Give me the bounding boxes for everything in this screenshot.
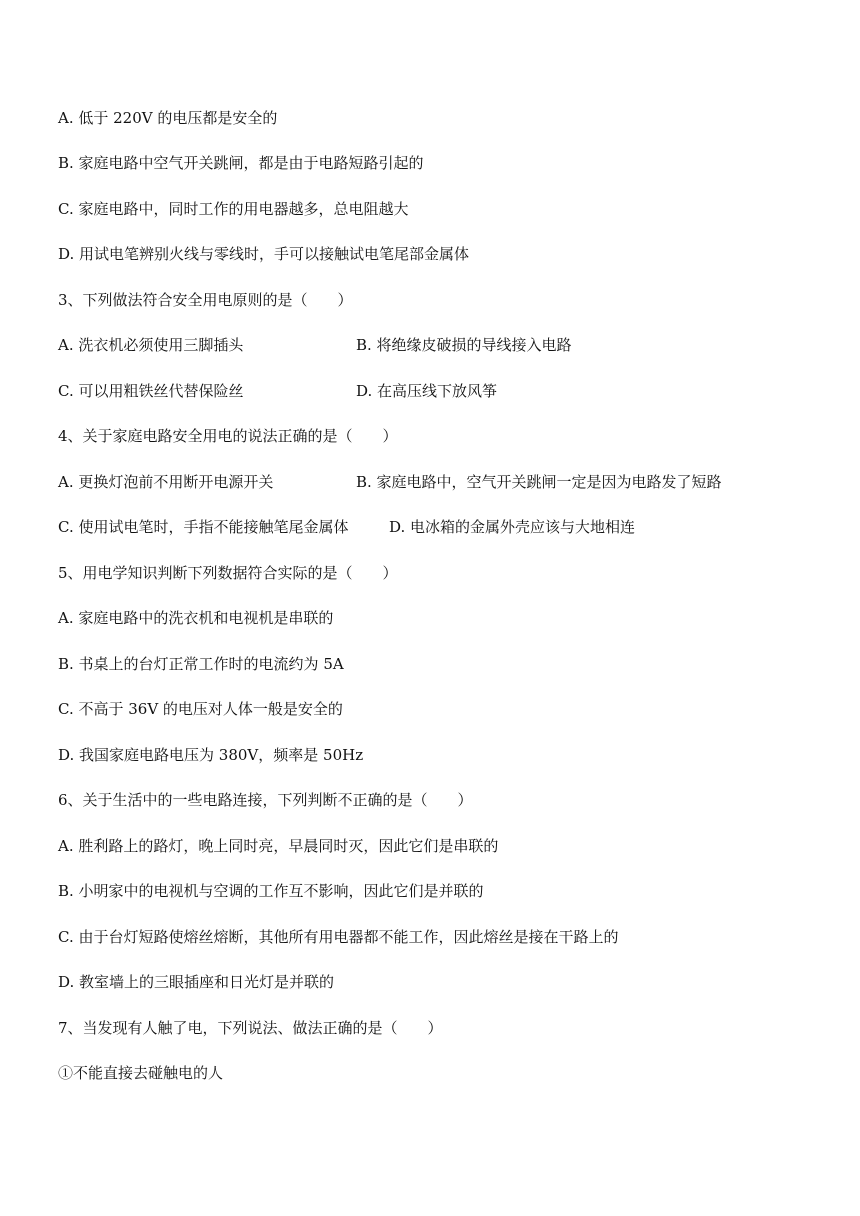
q6-option-a: A. 胜利路上的路灯，晚上同时亮，早晨同时灭，因此它们是串联的: [58, 837, 499, 855]
option-c-prev: C. 家庭电路中，同时工作的用电器越多，总电阻越大: [58, 200, 409, 218]
q3-option-a: A. 洗衣机必须使用三脚插头: [58, 336, 244, 354]
q5-option-d: D. 我国家庭电路电压为 380V，频率是 50Hz: [58, 746, 364, 764]
q5-option-c: C. 不高于 36V 的电压对人体一般是安全的: [58, 700, 343, 718]
question-3: 3、下列做法符合安全用电原则的是（ ）: [58, 291, 353, 309]
q6-option-c: C. 由于台灯短路使熔丝熔断，其他所有用电器都不能工作，因此熔丝是接在干路上的: [58, 928, 619, 946]
q5-option-b: B. 书桌上的台灯正常工作时的电流约为 5A: [58, 655, 344, 673]
q3-option-c: C. 可以用粗铁丝代替保险丝: [58, 382, 244, 400]
q4-option-c: C. 使用试电笔时，手指不能接触笔尾金属体: [58, 518, 349, 536]
option-d-prev: D. 用试电笔辨别火线与零线时，手可以接触试电笔尾部金属体: [58, 245, 470, 263]
q5-option-a: A. 家庭电路中的洗衣机和电视机是串联的: [58, 609, 334, 627]
question-6: 6、关于生活中的一些电路连接，下列判断不正确的是（ ）: [58, 791, 473, 809]
q3-option-b: B. 将绝缘皮破损的导线接入电路: [356, 336, 572, 354]
q4-option-a: A. 更换灯泡前不用断开电源开关: [58, 473, 274, 491]
q6-option-b: B. 小明家中的电视机与空调的工作互不影响，因此它们是并联的: [58, 882, 484, 900]
option-a-prev: A. 低于 220V 的电压都是安全的: [58, 109, 278, 127]
q7-item-1: ①不能直接去碰触电的人: [58, 1064, 224, 1082]
question-7: 7、当发现有人触了电，下列说法、做法正确的是（ ）: [58, 1019, 443, 1037]
question-5: 5、用电学知识判断下列数据符合实际的是（ ）: [58, 564, 398, 582]
option-b-prev: B. 家庭电路中空气开关跳闸，都是由于电路短路引起的: [58, 154, 424, 172]
q4-option-b: B. 家庭电路中，空气开关跳闸一定是因为电路发了短路: [356, 473, 722, 491]
q6-option-d: D. 教室墙上的三眼插座和日光灯是并联的: [58, 973, 335, 991]
q3-option-d: D. 在高压线下放风筝: [356, 382, 498, 400]
q4-option-d: D. 电冰箱的金属外壳应该与大地相连: [389, 518, 636, 536]
question-4: 4、关于家庭电路安全用电的说法正确的是（ ）: [58, 427, 398, 445]
